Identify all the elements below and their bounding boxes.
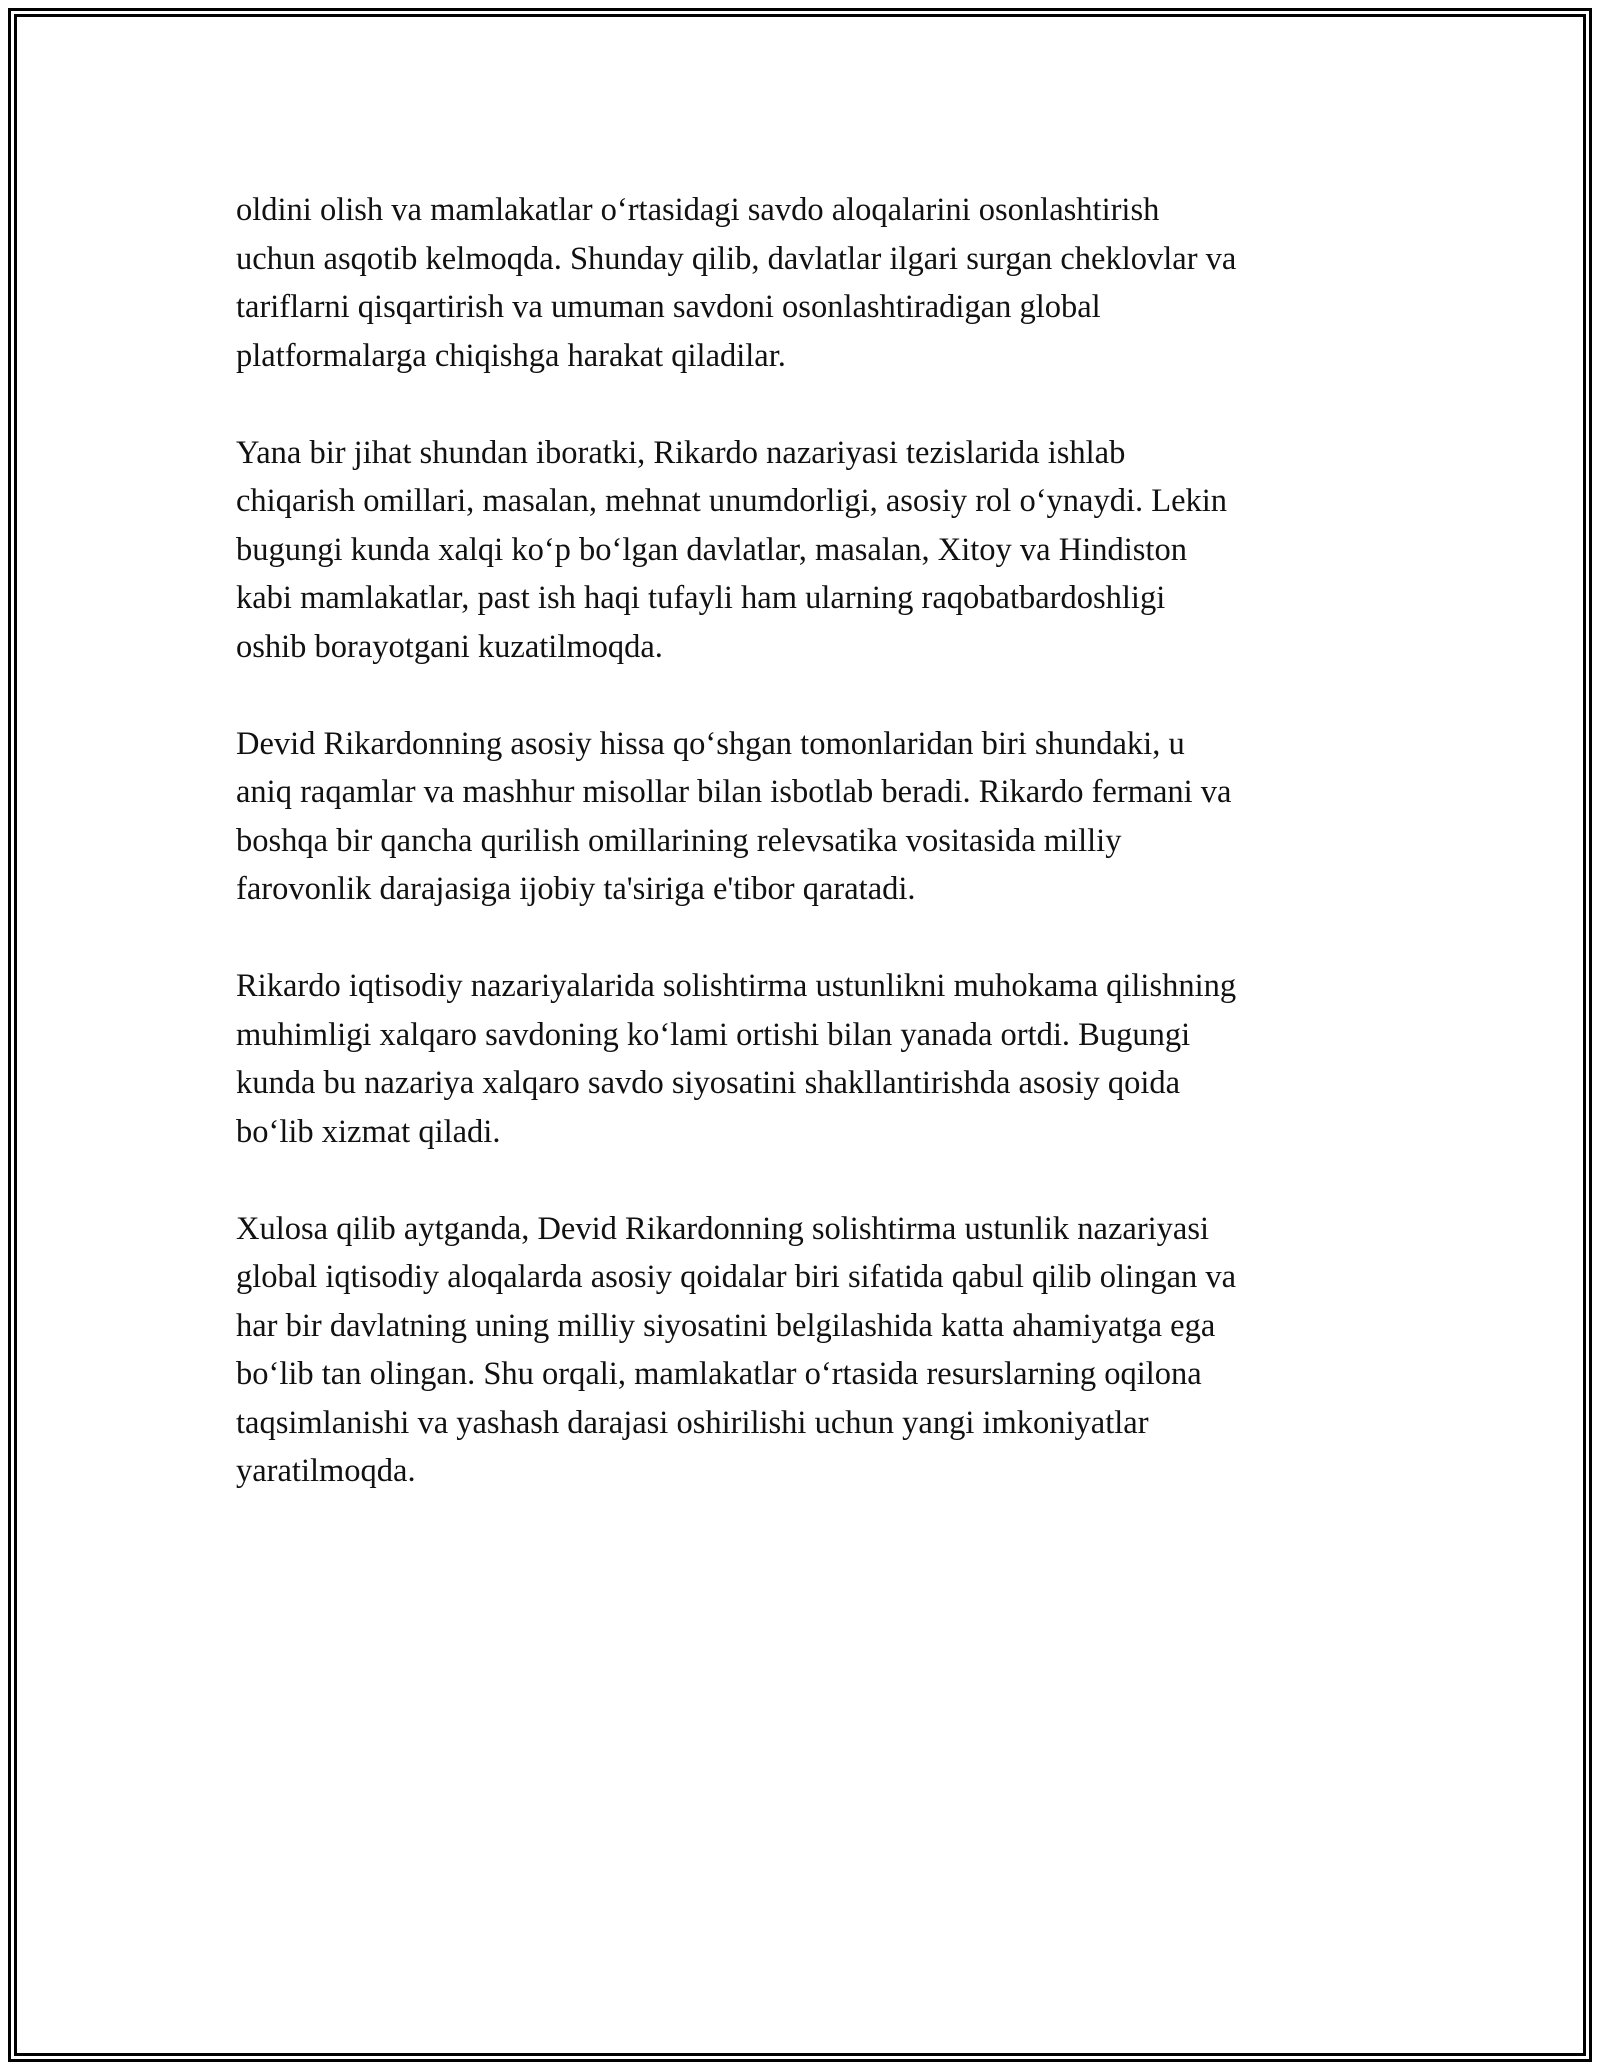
text-line: oshib borayotgani kuzatilmoqda. xyxy=(236,628,663,665)
text-line: Rikardo iqtisodiy nazariyalarida solishtirma ustunlikni muhokama qilishning xyxy=(236,968,1237,1004)
text-line: taqsimlanishi va yashash darajasi oshirilishi uchun yangi imkoniyatlar xyxy=(236,1404,1149,1441)
text-line: kunda bu nazariya xalqaro savdo siyosatini shakllantirishda asosiy qoida xyxy=(236,1065,1181,1101)
text-line: yaratilmoqda. xyxy=(236,1453,416,1489)
text-line: oldini olish va mamlakatlar o‘rtasidagi savdo aloqalarini osonlashtirish xyxy=(236,192,1160,228)
text-line: har bir davlatning uning milliy siyosatini belgilashida katta ahamiyatga ega xyxy=(236,1307,1216,1344)
paragraph-3 xyxy=(236,720,1376,914)
text-line: chiqarish omillari, masalan, mehnat unumdorligi, asosiy rol o‘ynaydi. Lekin xyxy=(236,483,1228,519)
paragraph-5 xyxy=(236,1205,1376,1496)
text-line: bo‘lib xizmat qiladi. xyxy=(236,1113,501,1150)
text-line: tariflarni qisqartirish va umuman savdoni osonlashtiradigan global xyxy=(236,289,1101,325)
paragraph-1 xyxy=(236,186,1376,380)
text-line: Xulosa qilib aytganda, Devid Rikardonning solishtirma ustunlik nazariyasi xyxy=(236,1210,1210,1247)
text-line: Devid Rikardonning asosiy hissa qo‘shgan tomonlaridan biri shundaki, u xyxy=(236,725,1185,762)
text-line: boshqa bir qancha qurilish omillarining relevsatika vositasida milliy xyxy=(236,822,1122,859)
text-line: platformalarga chiqishga harakat qiladilar. xyxy=(236,337,786,374)
text-line: global iqtisodiy aloqalarda asosiy qoidalar biri sifatida qabul qilib olingan va xyxy=(236,1259,1237,1295)
paragraph-4 xyxy=(236,962,1376,1156)
text-line: bo‘lib tan olingan. Shu orqali, mamlakatlar o‘rtasida resurslarning oqilona xyxy=(236,1356,1202,1392)
text-line: aniq raqamlar va mashhur misollar bilan isbotlab beradi. Rikardo fermani va xyxy=(236,774,1232,810)
text-line: uchun asqotib kelmoqda. Shunday qilib, davlatlar ilgari surgan cheklovlar va xyxy=(236,240,1237,277)
text-line: bugungi kunda xalqi ko‘p bo‘lgan davlatlar, masalan, Xitoy va Hindiston xyxy=(236,531,1187,568)
paragraph-2 xyxy=(236,429,1376,672)
text-line: farovonlik darajasiga ijobiy ta'siriga e'tibor qaratadi. xyxy=(236,871,916,907)
document-body xyxy=(236,186,1376,1544)
text-line: kabi mamlakatlar, past ish haqi tufayli ham ularning raqobatbardoshligi xyxy=(236,580,1166,616)
text-line: muhimligi xalqaro savdoning ko‘lami ortishi bilan yanada ortdi. Bugungi xyxy=(236,1016,1191,1053)
text-line: Yana bir jihat shundan iboratki, Rikardo nazariyasi tezislarida ishlab xyxy=(236,434,1126,471)
